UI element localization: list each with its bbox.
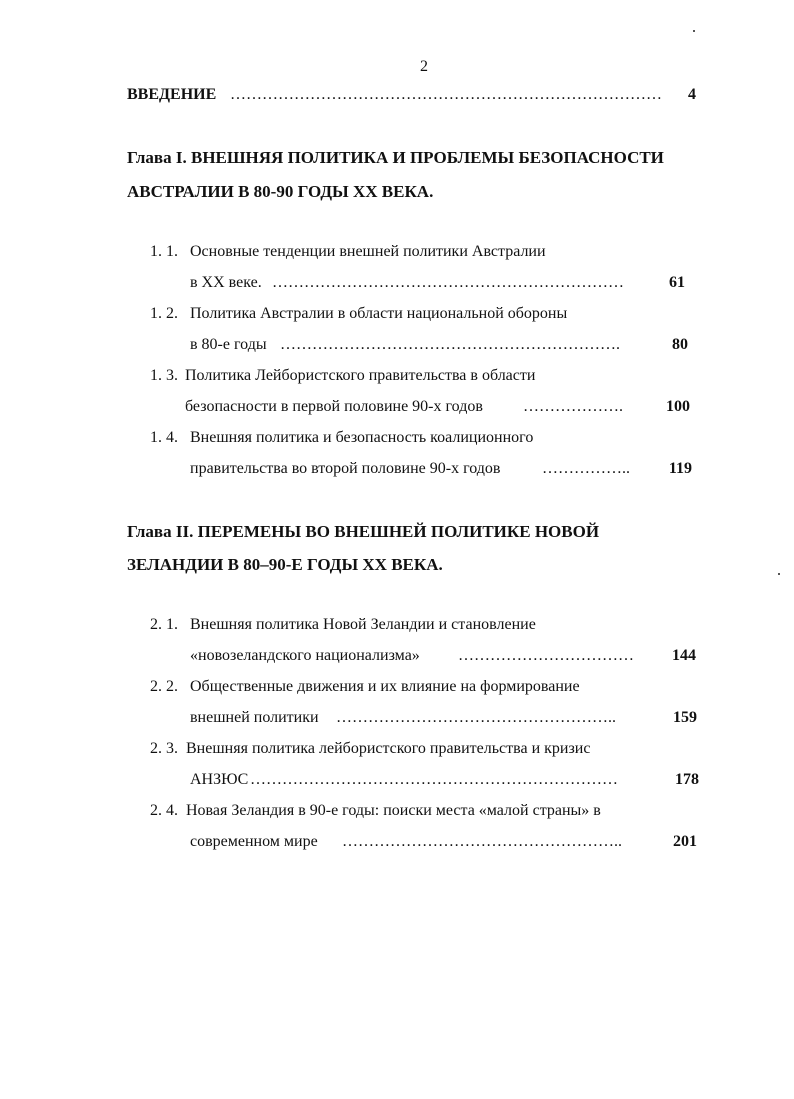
chapter-1-title-line2: АВСТРАЛИИ В 80-90 ГОДЫ XX ВЕКА. xyxy=(127,182,434,201)
toc-item-page: 61 xyxy=(669,274,685,291)
toc-item-page: 100 xyxy=(666,398,690,415)
toc-item-leader: ………………. xyxy=(523,398,623,415)
toc-item-title: Новая Зеландия в 90-е годы: поиски места «малой страны» в xyxy=(186,802,601,819)
scan-speck xyxy=(693,30,695,32)
toc-item-title: Внешняя политика лейбористского правительства и кризис xyxy=(186,740,591,757)
toc-item-number: 2. 3. xyxy=(150,740,178,757)
toc-item-leader: …………………………………………………………… xyxy=(250,771,618,788)
scan-speck xyxy=(778,573,780,575)
toc-item-title-cont: АНЗЮС xyxy=(190,771,249,788)
toc-item-leader: …………….. xyxy=(542,460,630,477)
toc-item-title-cont: в 80-е годы xyxy=(190,336,267,353)
toc-item-number: 2. 2. xyxy=(150,678,178,695)
toc-item-page: 178 xyxy=(675,771,699,788)
toc-item-title-cont: безопасности в первой половине 90-х годов xyxy=(185,398,483,415)
toc-item-page: 201 xyxy=(673,833,697,850)
toc-item-number: 1. 4. xyxy=(150,429,178,446)
toc-item-title-cont: правительства во второй половине 90-х годов xyxy=(190,460,501,477)
toc-intro-label: ВВЕДЕНИЕ xyxy=(127,86,217,103)
toc-item-title-cont: внешней политики xyxy=(190,709,319,726)
toc-item-leader: …………………………………………….. xyxy=(342,833,622,850)
toc-item-title-cont: в XX веке. xyxy=(190,274,262,291)
toc-item-page: 144 xyxy=(672,647,696,664)
toc-item-leader: …………………………………………….. xyxy=(336,709,616,726)
toc-item-leader: ………………………………………………………… xyxy=(272,274,624,291)
toc-item-title-cont: современном мире xyxy=(190,833,318,850)
chapter-1-title: Глава I. ВНЕШНЯЯ ПОЛИТИКА И ПРОБЛЕМЫ БЕЗОПАСНОСТИ xyxy=(127,148,664,167)
toc-item-title: Основные тенденции внешней политики Австралии xyxy=(190,243,546,260)
toc-item-number: 2. 1. xyxy=(150,616,178,633)
toc-intro-leader: ……………………………………………………………………… xyxy=(230,86,662,103)
toc-item-number: 1. 1. xyxy=(150,243,178,260)
toc-item-title: Внешняя политика Новой Зеландии и становление xyxy=(190,616,536,633)
page-number: 2 xyxy=(420,58,428,75)
toc-item-title-cont: «новозеландского национализма» xyxy=(190,647,420,664)
toc-item-number: 2. 4. xyxy=(150,802,178,819)
chapter-2-title: Глава II. ПЕРЕМЕНЫ ВО ВНЕШНЕЙ ПОЛИТИКЕ НОВОЙ xyxy=(127,522,600,541)
toc-item-page: 159 xyxy=(673,709,697,726)
toc-item-title: Политика Австралии в области национальной обороны xyxy=(190,305,568,322)
toc-intro-page: 4 xyxy=(688,86,696,103)
toc-item-title: Внешняя политика и безопасность коалиционного xyxy=(190,429,534,446)
toc-item-leader: …………………………… xyxy=(458,647,634,664)
toc-item-page: 119 xyxy=(668,460,692,477)
toc-item-title: Общественные движения и их влияние на формирование xyxy=(190,678,580,695)
toc-item-page: 80 xyxy=(672,336,688,353)
toc-item-leader: ………………………………………………………. xyxy=(280,336,620,353)
chapter-2-title-line2: ЗЕЛАНДИИ В 80–90-Е ГОДЫ XX ВЕКА. xyxy=(127,555,443,574)
toc-item-number: 1. 2. xyxy=(150,305,178,322)
toc-item-title: Политика Лейбористского правительства в области xyxy=(185,367,536,384)
toc-item-number: 1. 3. xyxy=(150,367,178,384)
